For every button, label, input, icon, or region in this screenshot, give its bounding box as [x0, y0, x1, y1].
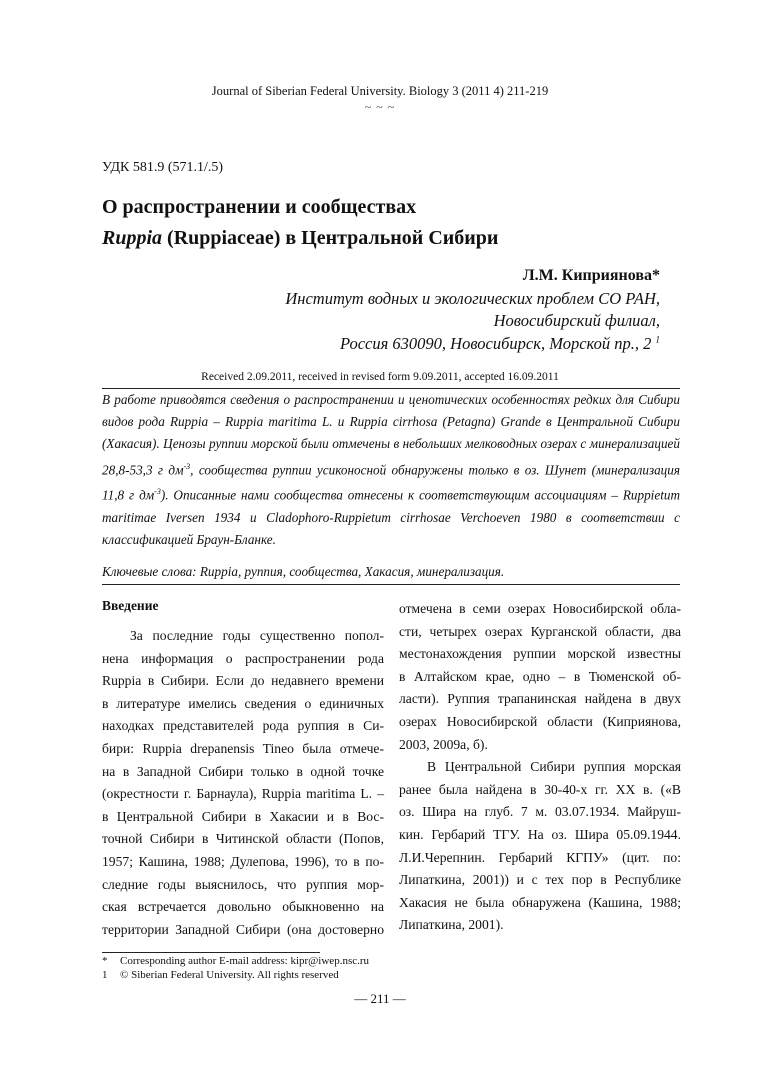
footnote [102, 969, 339, 981]
journal-header: Journal of Siberian Federal University. Biology 3 (2011 4) 211-219 [211, 84, 549, 98]
footnote-mark: * [102, 955, 108, 967]
text-line: 2003, 2009а, б). [399, 736, 488, 752]
text-line: оз. Шира на глуб. 7 м. 03.07.1934. Майруш- [399, 804, 681, 820]
abstract-text: В работе приводятся сведения о распространении и ценотических особенностях редких для Сибири видов рода Ruppia – Ruppia maritima L. и Ruppia cirrhosa (Petagna) Grande в Центральной Сибири (Хакасия). Ценозы руппии морской были отмечены в небольших мелководных озерах с минерализацией 28,8-53,3 г дм [102, 392, 680, 477]
title-rest: (Ruppiaceae) в Центральной Сибири [162, 227, 499, 249]
text-line: на в Западной Сибири только в одной точке [102, 763, 384, 779]
text-line: местонахождения руппии морской известны [399, 646, 681, 662]
footnote-text: © Siberian Federal University. All rights reserved [120, 969, 339, 981]
text-line: Липаткина, 2001)) и с тех пор в Республике [399, 872, 681, 888]
text-line: территории Западной Сибири (она достоверно [102, 921, 384, 937]
affiliation-line: Новосибирский филиал, [493, 311, 660, 330]
udk-code: УДК 581.9 (571.1/.5) [102, 160, 224, 175]
text-line: Ruppia в Сибири. Если до недавнего времени [102, 673, 384, 689]
text-line: отмечена в семи озерах Новосибирской обла- [399, 601, 681, 616]
body-column-left [102, 625, 384, 941]
text-line: в Алтайском крае, одно – в Тюменской об- [399, 668, 681, 684]
section-heading-introduction: Введение [102, 598, 159, 613]
abstract-bottom-rule [102, 584, 680, 585]
text-line: ранее была найдена в 30-40-х гг. XX в. («В [399, 781, 681, 797]
text-line: (окрестности г. Барнаула), Ruppia maritima L. – [102, 786, 384, 802]
affiliation-address: Россия 630090, Новосибирск, Морской пр., 2 [340, 334, 652, 353]
text-line: бири: Ruppia drepanensis Tineo была отмече- [102, 740, 384, 756]
abstract-text: , сообщества руппии усиконосной обнаружены только в оз. Шунет (минерализация 11,8 г дм [102, 462, 681, 503]
abstract-superscript: -3 [183, 461, 191, 471]
footnote-rule [102, 952, 320, 953]
text-line: находках представителей рода руппия в Си- [102, 718, 384, 734]
text-line: ласти). Руппия трапанинская найдена в двух [399, 691, 681, 707]
header-separator: ~ ~ ~ [364, 100, 396, 114]
title-genus: Ruppia [102, 227, 163, 249]
text-line: ская встречается довольно обыкновенно на [102, 899, 384, 915]
text-line: озерах Новосибирской области (Киприянова, [399, 713, 681, 729]
page-number: — 211 — [354, 991, 406, 1006]
author-name: Л.М. Киприянова* [522, 267, 660, 284]
article-title-line2 [102, 227, 498, 250]
text-line: В Центральной Сибири руппия морская [427, 759, 681, 775]
text-line: Л.И.Черепнин. Гербарий КГПУ» (цит. по: [399, 849, 681, 865]
text-line: нена информация о распространении рода [102, 650, 384, 666]
footnote-mark: 1 [102, 969, 108, 981]
footnote-text: Corresponding author E-mail address: kipr@iwep.nsc.ru [120, 955, 370, 967]
text-line: 1957; Кашина, 1988; Дулепова, 1996), то в по- [102, 853, 384, 869]
affiliation-line: Институт водных и экологических проблем СО РАН, [285, 289, 660, 308]
body-column-right [399, 598, 681, 937]
footnote [102, 955, 369, 967]
text-line: точной Сибири в Читинской области (Попов, [102, 831, 384, 847]
affiliation-footnote-mark: 1 [655, 334, 660, 345]
affiliation-line [340, 334, 660, 354]
abstract-superscript: -3 [154, 487, 161, 497]
received-dates: Received 2.09.2011, received in revised form 9.09.2011, accepted 16.09.2011 [201, 371, 559, 383]
text-line: в Центральной Сибири в Хакасии и в Вос- [102, 808, 384, 824]
text-line: Хакасия не была обнаружена (Кашина, 1988; [399, 894, 681, 910]
text-line: кин. Гербарий ТГУ. На оз. Шира 05.09.1944. [399, 826, 681, 842]
text-line: За последние годы существенно попол- [130, 628, 384, 643]
text-line: следние годы выяснилось, что руппия мор- [102, 876, 384, 892]
text-line: в литературе имелись сведения о единичных [102, 695, 384, 711]
keywords: Ключевые слова: Ruppia, руппия, сообщества, Хакасия, минерализация. [102, 564, 505, 579]
abstract [102, 389, 680, 551]
article-title-line1: О распространении и сообществах [102, 196, 417, 218]
text-line: сти, четырех озерах Курганской области, два [399, 623, 681, 639]
abstract-text: ). Описанные нами сообщества отнесены к соответствующим ассоциациям – Ruppietum maritimae Iversen 1934 и Cladophoro-Ruppietum cirrhosae Verchoeven 1980 в соответствии с классификацией Браун-Бланке. [102, 487, 680, 547]
text-line: Липаткина, 2001). [399, 917, 504, 933]
